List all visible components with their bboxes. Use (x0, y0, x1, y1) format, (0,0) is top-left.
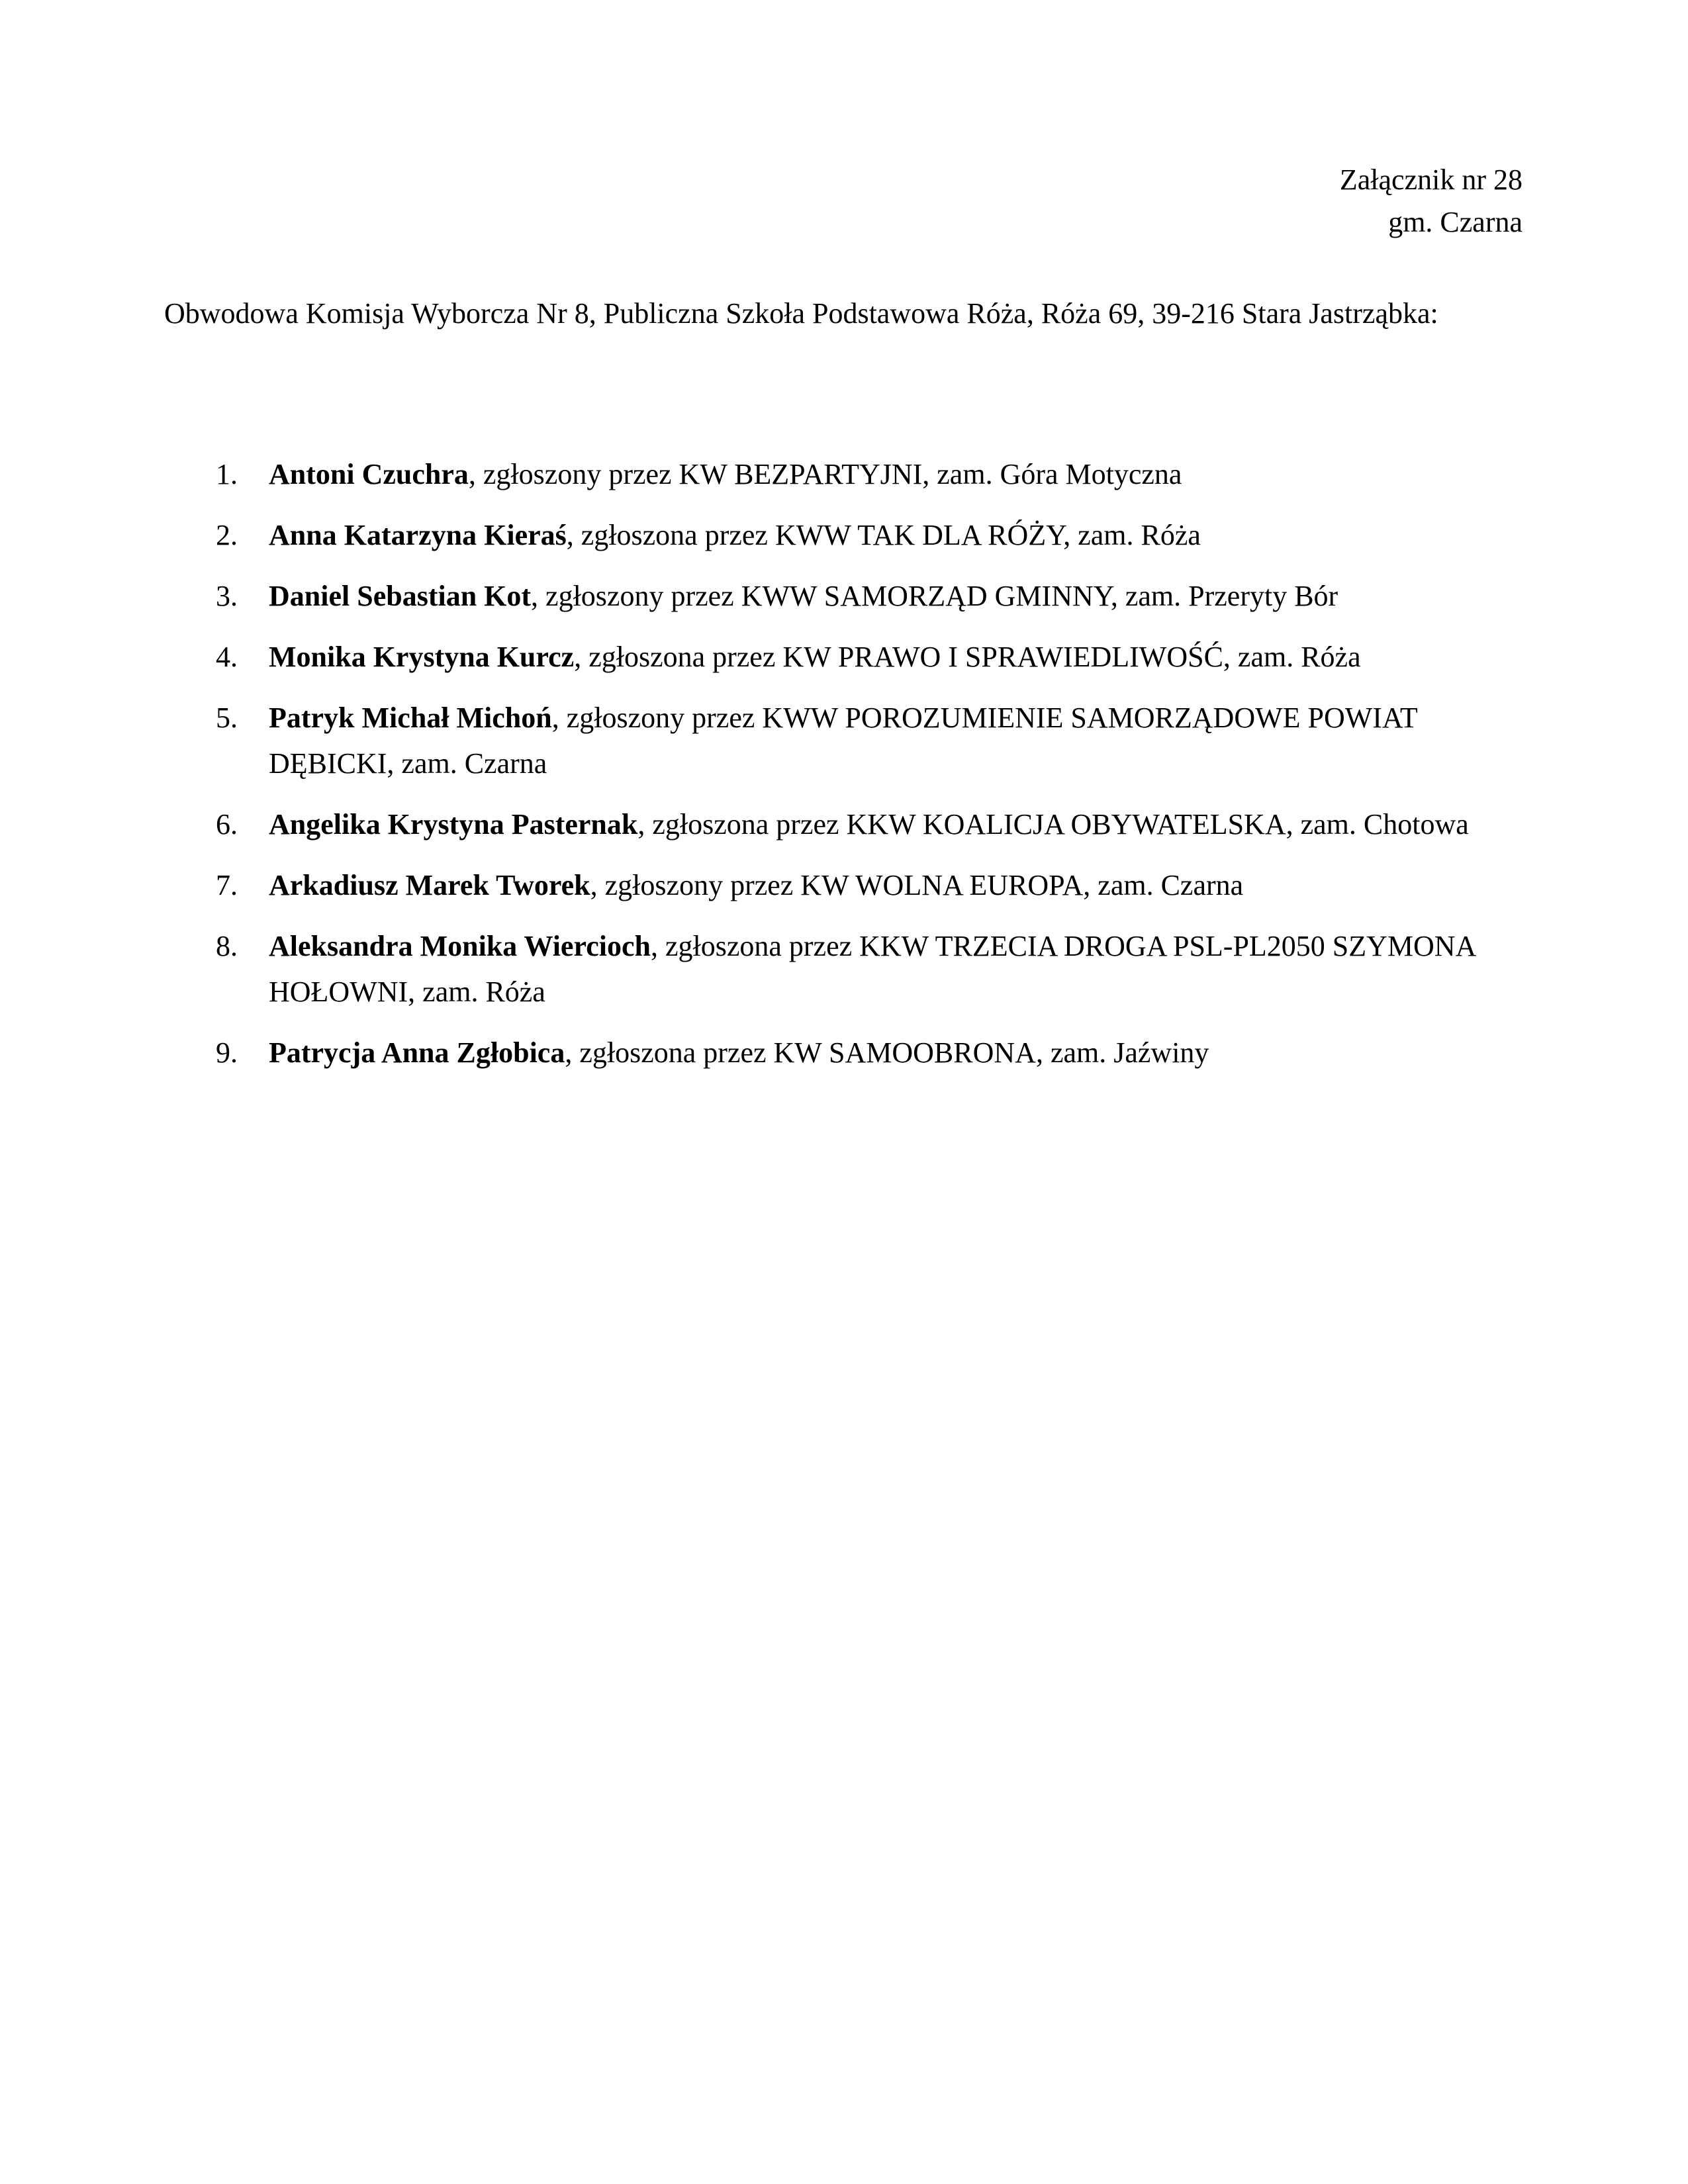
member-details: , zgłoszona przez KKW KOALICJA OBYWATELSKA, zam. Chotowa (637, 808, 1469, 841)
member-item (164, 512, 1528, 558)
member-name: Angelika Krystyna Pasternak (269, 808, 638, 841)
member-name: Anna Katarzyna Kieraś (269, 519, 567, 551)
member-item (164, 1030, 1528, 1075)
member-name: Patryk Michał Michoń (269, 702, 552, 734)
member-details: , zgłoszona przez KW PRAWO I SPRAWIEDLIWOŚĆ, zam. Róża (574, 641, 1361, 673)
member-item (164, 923, 1528, 1015)
member-name: Patrycja Anna Zgłobica (269, 1036, 565, 1069)
member-number: 3. (216, 580, 238, 612)
member-details: , zgłoszona przez KW SAMOOBRONA, zam. Jaźwiny (565, 1036, 1209, 1069)
member-number: 9. (216, 1036, 238, 1069)
member-details: , zgłoszony przez KWW POROZUMIENIE SAMORZĄDOWE POWIAT DĘBICKI, zam. Czarna (269, 702, 1417, 780)
member-name: Daniel Sebastian Kot (269, 580, 532, 612)
member-number: 7. (216, 869, 238, 901)
member-number: 8. (216, 930, 238, 962)
commission-description: Obwodowa Komisja Wyborcza Nr 8, Publiczna Szkoła Podstawowa Róża, Róża 69, 39-216 Stara Jastrząbka: (164, 297, 1438, 330)
member-number: 5. (216, 702, 238, 734)
member-details: , zgłoszony przez KW BEZPARTYJNI, zam. Góra Motyczna (468, 458, 1182, 490)
member-details: , zgłoszony przez KW WOLNA EUROPA, zam. Czarna (590, 869, 1244, 901)
attachment-number: Załącznik nr 28 (1339, 163, 1523, 196)
member-number: 2. (216, 519, 238, 551)
document-header (1340, 159, 1523, 244)
member-details: , zgłoszona przez KKW TRZECIA DROGA PSL-PL2050 SZYMONA HOŁOWNI, zam. Róża (269, 930, 1475, 1008)
member-number: 6. (216, 808, 238, 841)
member-details: , zgłoszona przez KWW TAK DLA RÓŻY, zam. Róża (566, 519, 1201, 551)
member-name: Monika Krystyna Kurcz (269, 641, 575, 673)
member-item (164, 801, 1528, 847)
municipality-name: gm. Czarna (1388, 206, 1523, 238)
member-item (164, 862, 1528, 908)
commission-member-list (164, 451, 1528, 1091)
member-name: Antoni Czuchra (269, 458, 469, 490)
member-name: Aleksandra Monika Wiercioch (269, 930, 651, 962)
member-name: Arkadiusz Marek Tworek (269, 869, 590, 901)
member-item (164, 451, 1528, 497)
member-number: 1. (216, 458, 238, 490)
member-item (164, 695, 1528, 786)
member-item (164, 634, 1528, 680)
member-number: 4. (216, 641, 238, 673)
member-details: , zgłoszony przez KWW SAMORZĄD GMINNY, zam. Przeryty Bór (531, 580, 1338, 612)
member-item (164, 573, 1528, 619)
